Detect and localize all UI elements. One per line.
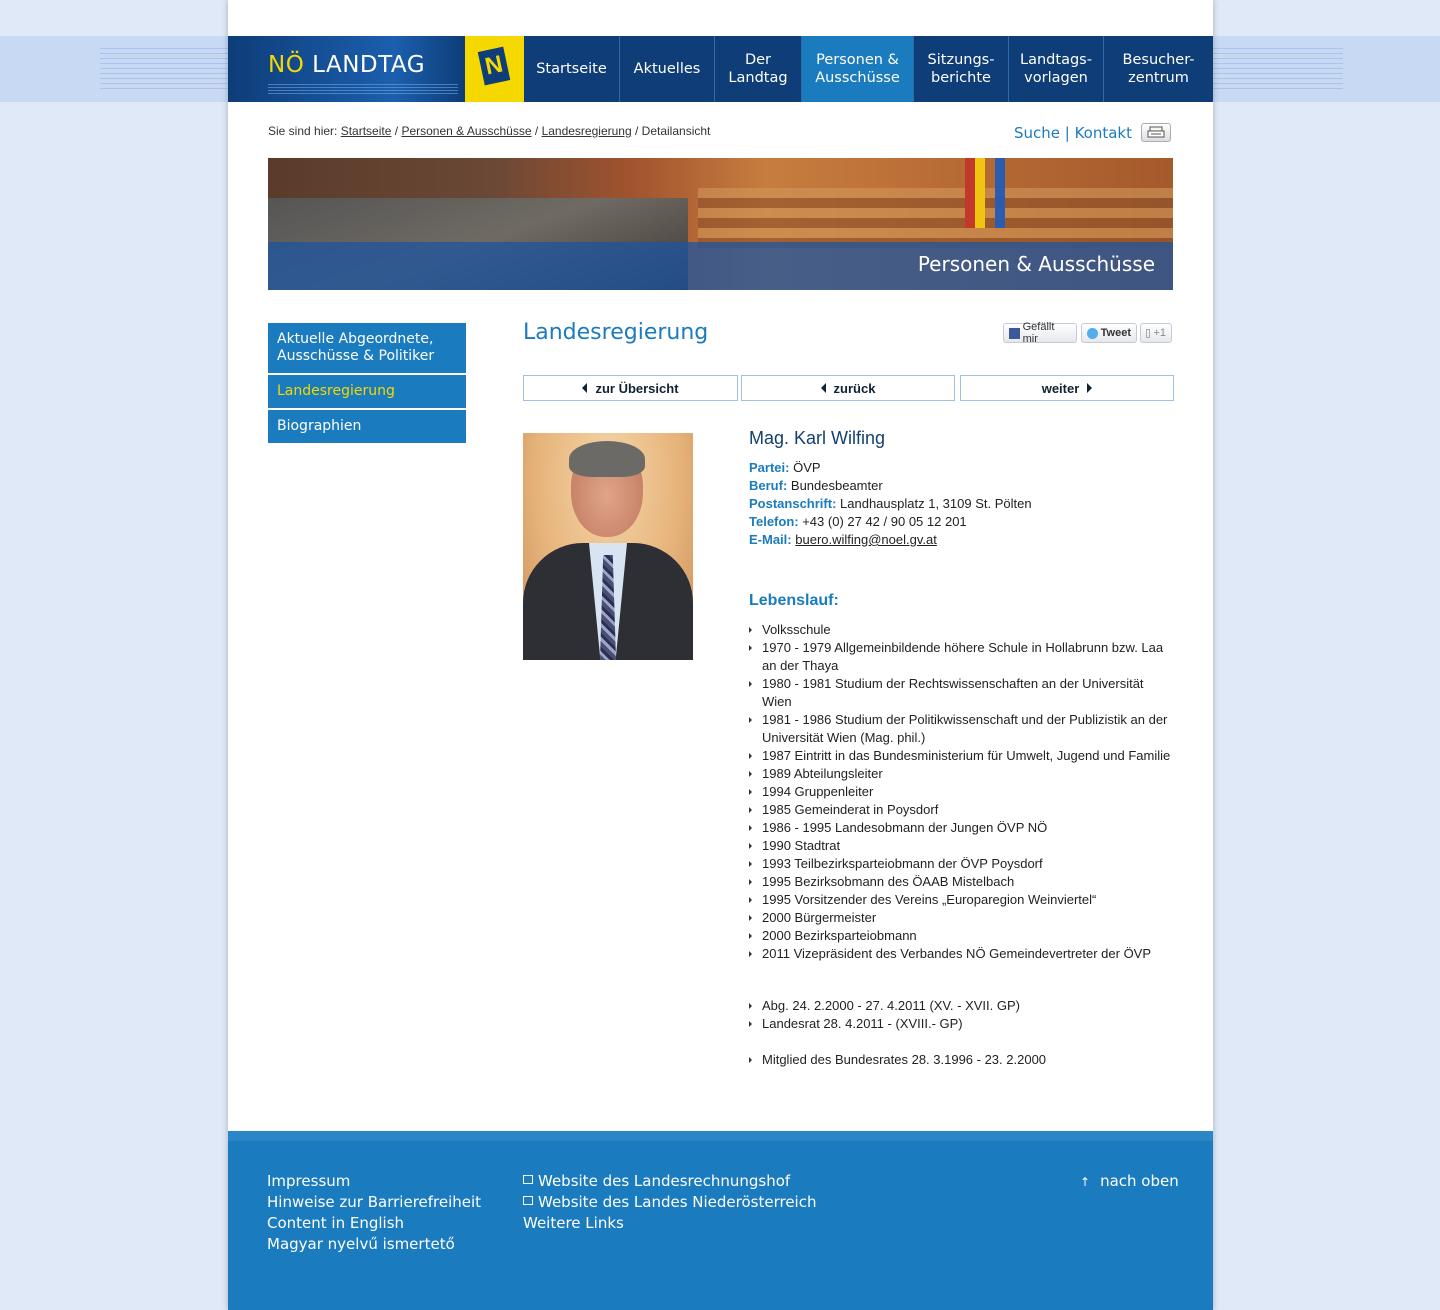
federal-list <box>749 1051 1174 1069</box>
detail-row-postanschrift: Postanschrift: Landhausplatz 1, 3109 St. Pölten <box>749 496 1032 511</box>
breadcrumb <box>268 124 710 138</box>
banner-photo-desks <box>698 188 1173 248</box>
logo-prefix: NÖ <box>268 52 305 78</box>
back-button[interactable] <box>741 375 955 401</box>
page-title: Landesregierung <box>523 320 709 345</box>
n-logo-icon: N <box>478 47 511 86</box>
list-item: Volksschule <box>749 621 1174 639</box>
list-item: 2000 Bürgermeister <box>749 909 1174 927</box>
breadcrumb-separator: / <box>394 124 399 138</box>
breadcrumb-prefix: Sie sind hier: <box>268 124 338 138</box>
back-to-top[interactable] <box>1080 1171 1179 1193</box>
footer-link-magyar[interactable]: Magyar nyelvű ismertető <box>267 1235 455 1253</box>
person-name: Mag. Karl Wilfing <box>749 428 886 448</box>
printer-icon <box>1142 124 1170 141</box>
breadcrumb-personen[interactable]: Personen & Ausschüsse <box>401 124 532 138</box>
list-item: 1995 Bezirksobmann des ÖAAB Mistelbach <box>749 873 1174 891</box>
utility-links <box>1014 124 1132 142</box>
page-container <box>228 0 1213 1310</box>
search-link[interactable]: Suche <box>1013 124 1060 142</box>
site-footer <box>228 1131 1213 1310</box>
list-item: 1986 - 1995 Landesobmann der Jungen ÖVP NÖ <box>749 819 1174 837</box>
arrow-left-icon <box>582 383 587 393</box>
list-item: 1981 - 1986 Studium der Politikwissenschaft und der Publizistik an der Universität Wien (Mag. phil.) <box>749 711 1174 747</box>
nav-aktuelles[interactable]: Aktuelles <box>620 36 715 102</box>
detail-row-email: E-Mail: buero.wilfing@noel.gv.at <box>749 532 937 547</box>
list-item: Abg. 24. 2.2000 - 27. 4.2011 (XV. - XVII. GP) <box>749 997 1174 1015</box>
tweet-label: Tweet <box>1100 327 1131 339</box>
breadcrumb-landesregierung[interactable]: Landesregierung <box>541 124 632 138</box>
facebook-icon <box>1009 328 1020 339</box>
overview-label: zur Übersicht <box>595 380 679 396</box>
cv-list <box>749 621 1174 963</box>
list-item: 1989 Abteilungsleiter <box>749 765 1174 783</box>
next-label: weiter <box>1041 380 1080 396</box>
tweet-button[interactable] <box>1081 323 1137 343</box>
list-item: 1987 Eintritt in das Bundesministerium für Umwelt, Jugend und Familie <box>749 747 1174 765</box>
main-nav <box>524 36 1213 102</box>
list-item: 1995 Vorsitzender des Vereins „Europaregion Weinviertel“ <box>749 891 1174 909</box>
footer-link-barrierefreiheit[interactable]: Hinweise zur Barrierefreiheit <box>267 1193 482 1211</box>
nav-besucherzentrum[interactable]: Besucher- zentrum <box>1122 52 1195 86</box>
list-item: Landesrat 28. 4.2011 - (XVIII.- GP) <box>749 1015 1174 1033</box>
sidebar-item-landesregierung[interactable]: Landesregierung <box>268 375 466 408</box>
logo-stripes <box>268 84 458 96</box>
next-button[interactable] <box>960 375 1174 401</box>
google-plus-button[interactable] <box>1140 323 1172 343</box>
logo-text: LANDTAG <box>312 52 426 78</box>
external-link-icon <box>523 1175 533 1184</box>
breadcrumb-separator: / <box>534 124 539 138</box>
list-item: 1993 Teilbezirksparteiobmann der ÖVP Poysdorf <box>749 855 1174 873</box>
site-header <box>228 36 1213 102</box>
list-item: 1994 Gruppenleiter <box>749 783 1174 801</box>
print-button[interactable] <box>1141 123 1171 142</box>
overview-button[interactable] <box>523 375 738 401</box>
footer-link-weitere[interactable]: Weitere Links <box>523 1214 624 1232</box>
site-logo[interactable] <box>228 36 465 102</box>
breadcrumb-current: Detailansicht <box>641 124 711 138</box>
header-stripes-right <box>1213 48 1343 92</box>
flag-shape <box>965 158 975 228</box>
list-item: 1980 - 1981 Studium der Rechtswissenschaften an der Universität Wien <box>749 675 1174 711</box>
contact-link[interactable]: Kontakt <box>1074 124 1132 142</box>
person-photo <box>523 433 693 660</box>
list-item: Mitglied des Bundesrates 28. 3.1996 - 23. 2.2000 <box>749 1051 1174 1069</box>
cv-title: Lebenslauf: <box>749 592 839 609</box>
list-item: 1990 Stadtrat <box>749 837 1174 855</box>
header-stripes-left <box>100 48 228 92</box>
footer-link-land-noe[interactable]: Website des Landes Niederösterreich <box>523 1192 816 1213</box>
nav-personen-ausschuesse[interactable]: Personen & Ausschüsse <box>802 36 914 102</box>
footer-col-2 <box>523 1171 816 1234</box>
nav-der-landtag[interactable]: Der Landtag <box>715 36 802 102</box>
google-plus-icon <box>1146 329 1150 338</box>
flag-shape <box>975 158 985 228</box>
section-banner <box>268 158 1173 290</box>
email-link[interactable]: buero.wilfing@noel.gv.at <box>795 532 937 547</box>
noe-emblem[interactable] <box>465 36 524 102</box>
list-item: 2000 Bezirksparteiobmann <box>749 927 1174 945</box>
arrow-left-icon <box>821 383 826 393</box>
terms-list <box>749 997 1174 1033</box>
external-link-icon <box>523 1196 533 1205</box>
arrow-up-icon: ↑ <box>1080 1175 1091 1189</box>
person-details <box>749 428 1179 549</box>
sidebar-item-aktuelle-abgeordnete[interactable]: Aktuelle Abgeordnete, Ausschüsse & Politiker <box>268 323 466 373</box>
detail-row-partei: Partei: ÖVP <box>749 460 821 475</box>
twitter-icon <box>1087 328 1098 339</box>
back-label: zurück <box>833 380 876 396</box>
list-item: 2011 Vizepräsident des Verbandes NÖ Gemeindevertreter der ÖVP <box>749 945 1174 963</box>
facebook-like-label: Gefällt mir <box>1022 321 1055 345</box>
utility-separator: | <box>1064 124 1070 142</box>
nav-sitzungsberichte[interactable]: Sitzungs- berichte <box>914 36 1009 102</box>
arrow-right-icon <box>1087 383 1092 393</box>
list-item: 1985 Gemeinderat in Poysdorf <box>749 801 1174 819</box>
sidebar-nav <box>268 323 466 445</box>
breadcrumb-startseite[interactable]: Startseite <box>340 124 392 138</box>
footer-link-english[interactable]: Content in English <box>267 1214 405 1232</box>
detail-row-telefon: Telefon: +43 (0) 27 42 / 90 05 12 201 <box>749 514 967 529</box>
detail-row-beruf: Beruf: Bundesbeamter <box>749 478 883 493</box>
footer-link-rechnungshof[interactable]: Website des Landesrechnungshof <box>523 1171 816 1192</box>
nav-startseite[interactable]: Startseite <box>524 36 620 102</box>
footer-link-impressum[interactable]: Impressum <box>267 1172 351 1190</box>
flag-shape <box>995 158 1005 228</box>
list-item: 1970 - 1979 Allgemeinbildende höhere Schule in Hollabrunn bzw. Laa an der Thaya <box>749 639 1174 675</box>
back-to-top-label: nach oben <box>1100 1172 1179 1190</box>
breadcrumb-separator: / <box>634 124 639 138</box>
sidebar-item-biographien[interactable]: Biographien <box>268 410 466 443</box>
banner-title: Personen & Ausschüsse <box>917 252 1155 276</box>
nav-landtagsvorlagen[interactable]: Landtags- vorlagen <box>1009 36 1104 102</box>
footer-col-1 <box>267 1171 481 1255</box>
google-plus-label: +1 <box>1153 327 1166 339</box>
facebook-like-button[interactable] <box>1003 323 1077 343</box>
